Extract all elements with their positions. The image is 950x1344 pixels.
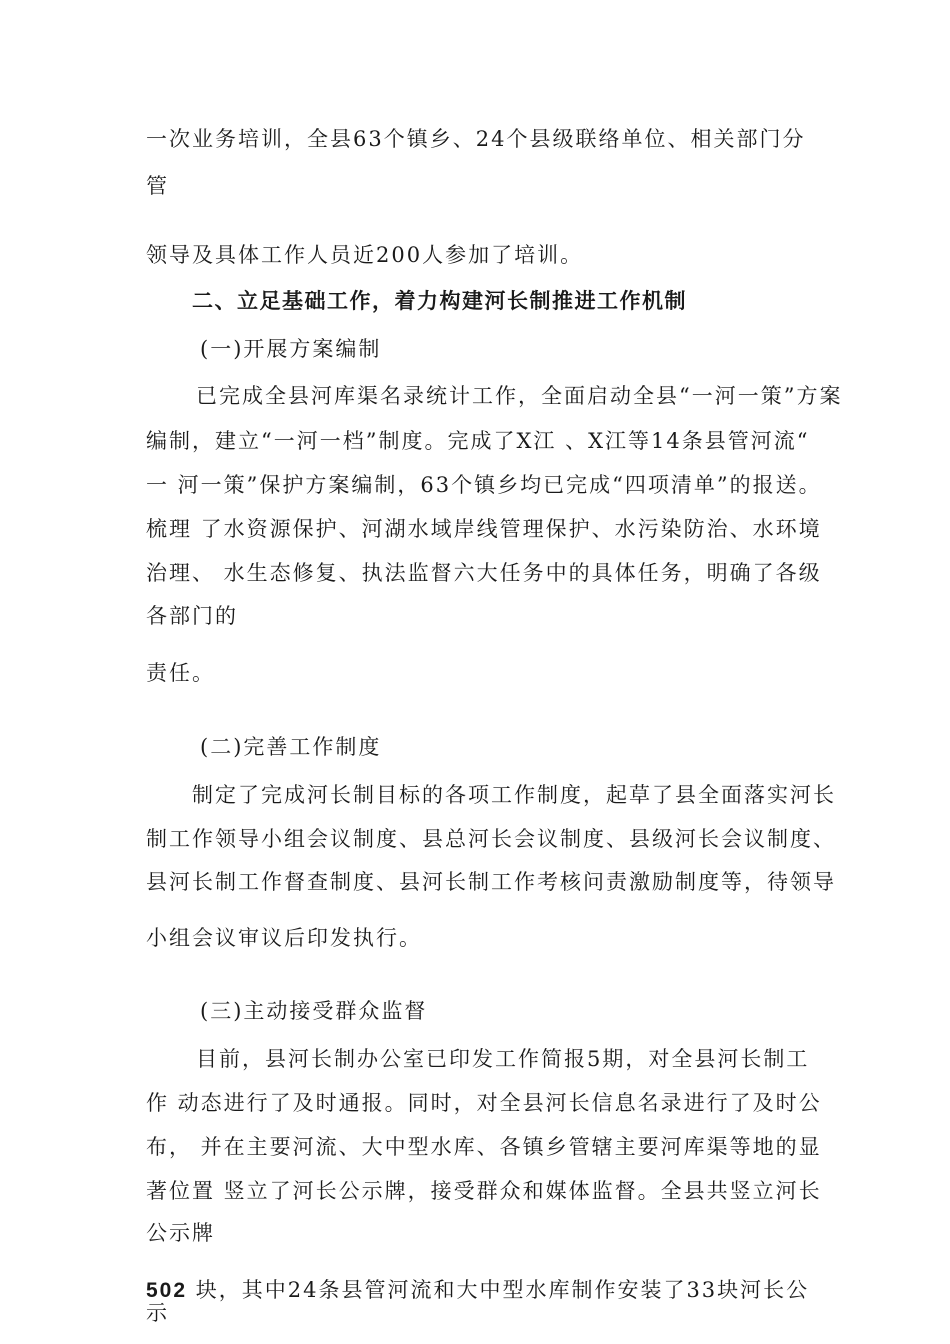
body-line: 各部门的 [146,604,238,628]
body-line: 小组会议审议后印发执行。 [146,926,422,950]
body-line: 县河长制工作督查制度、县河长制工作考核问责激励制度等，待领导 [146,870,836,894]
subsection-heading: (一)开展方案编制 [200,337,382,361]
body-line: 责任。 [146,661,215,685]
count-figure: 502 [146,1279,188,1302]
body-line: 著位置 竖立了河长公示牌，接受群众和媒体监督。全县共竖立河长 [146,1179,822,1203]
body-line: 领导及具体工作人员近200人参加了培训。 [146,243,584,267]
body-line: 治理、 水生态修复、执法监督六大任务中的具体任务，明确了各级 [146,561,822,585]
body-line: 已完成全县河库渠名录统计工作，全面启动全县“一河一策”方案 [196,384,843,408]
body-line: 目前，县河长制办公室已印发工作简报5期，对全县河长制工 [196,1047,810,1071]
body-line: 编制，建立“一河一档”制度。完成了X江 、X江等14条县管河流“ [146,429,810,453]
body-line [146,1277,809,1304]
body-line-text: 块，其中24条县管河流和大中型水库制作安装了33块河长公 [187,1278,810,1302]
body-line: 作 动态进行了及时通报。同时，对全县河长信息名录进行了及时公 [146,1091,822,1115]
body-line: 布， 并在主要河流、大中型水库、各镇乡管辖主要河库渠等地的显 [146,1135,822,1159]
body-line: 管 [146,174,169,198]
section-heading: 二、立足基础工作，着力构建河长制推进工作机制 [192,288,687,313]
body-line: 公示牌 [146,1221,215,1245]
body-line: 示 [146,1301,169,1325]
body-line: 一次业务培训，全县63个镇乡、24个县级联络单位、相关部门分 [146,127,806,151]
body-line: 梳理 了水资源保护、河湖水域岸线管理保护、水污染防治、水环境 [146,517,822,541]
body-line: 制工作领导小组会议制度、县总河长会议制度、县级河长会议制度、 [146,827,836,851]
subsection-heading: (三)主动接受群众监督 [200,999,428,1023]
body-line: 制定了完成河长制目标的各项工作制度，起草了县全面落实河长 [192,783,836,807]
subsection-heading: (二)完善工作制度 [200,735,382,759]
body-line: 一 河一策”保护方案编制，63个镇乡均已完成“四项清单”的报送。 [146,473,822,497]
